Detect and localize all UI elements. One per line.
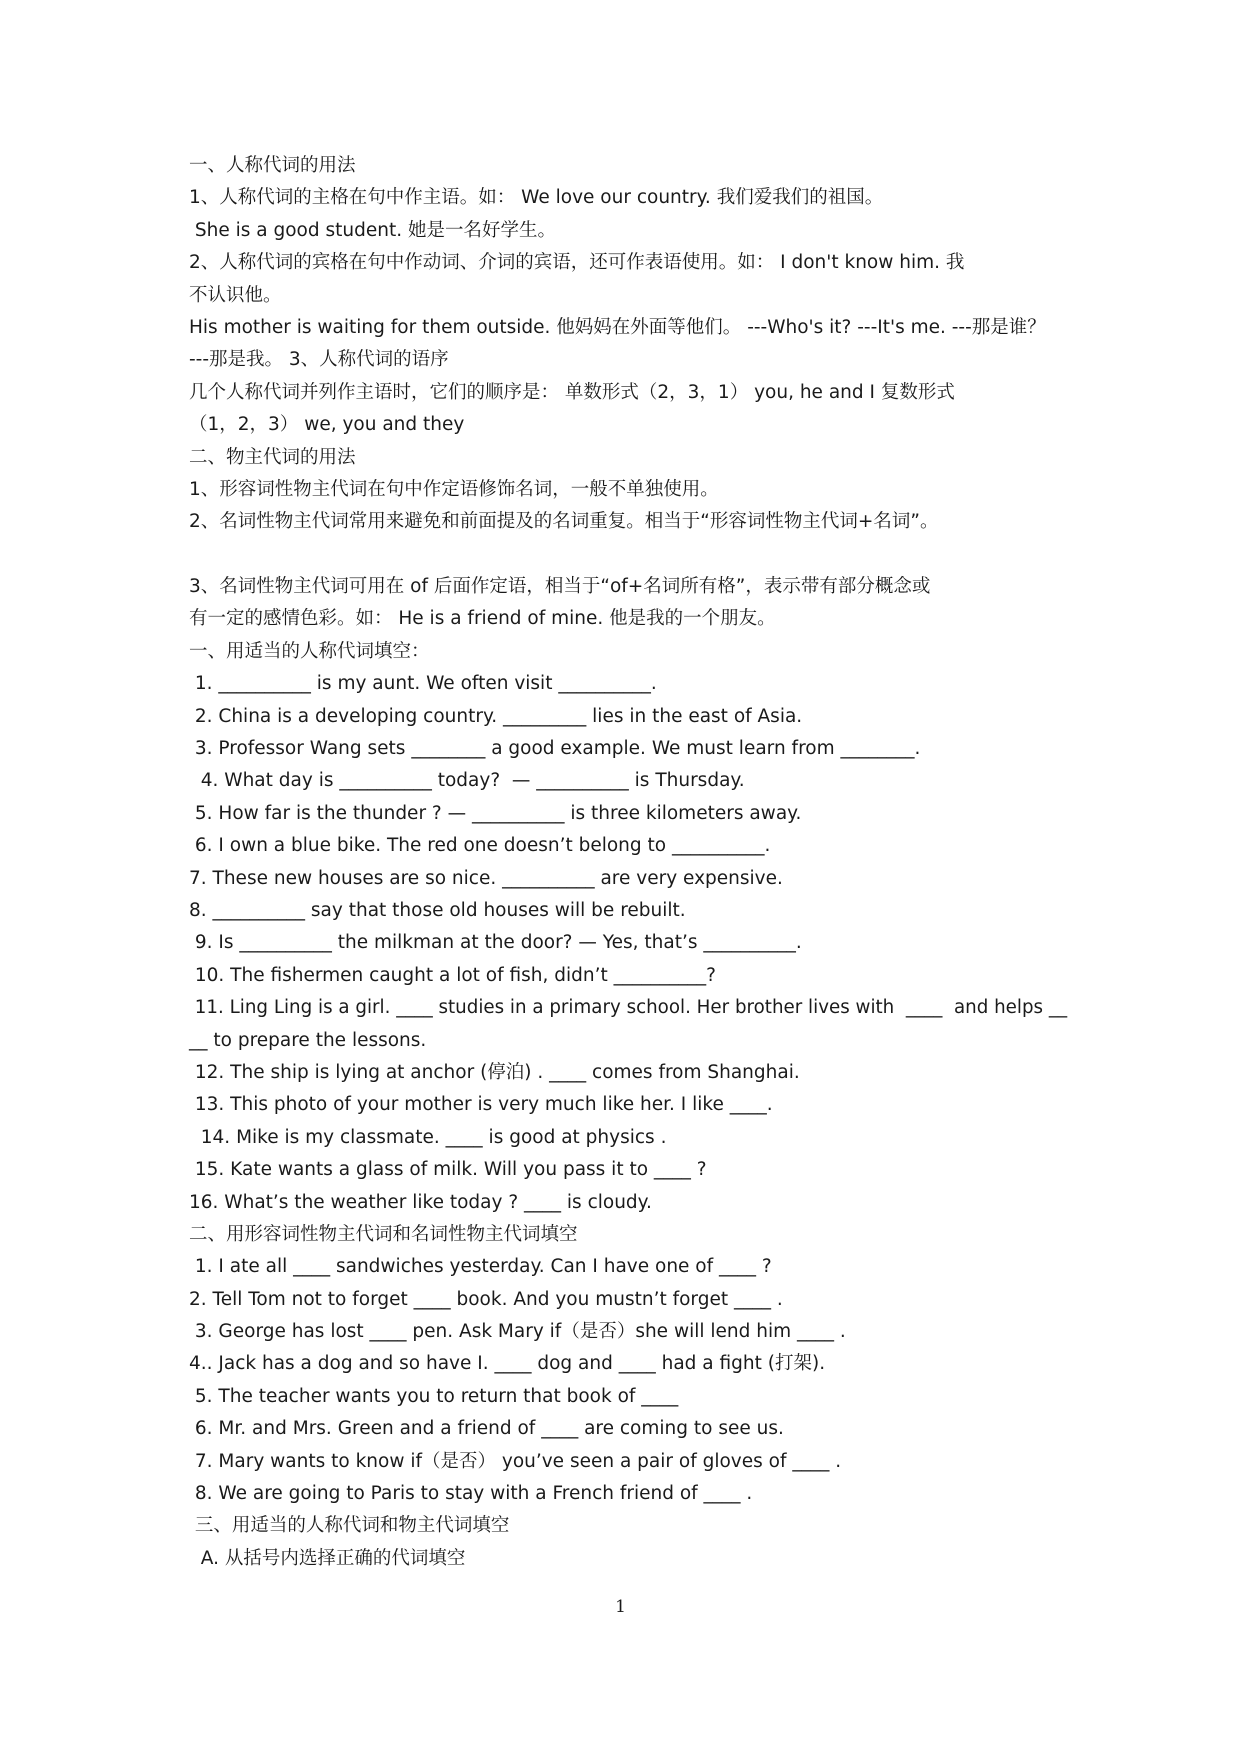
exercise-item: 10. The fishermen caught a lot of fish, didn’t __________? [189,964,716,986]
exercise-item: 13. This photo of your mother is very much like her. I like ____. [189,1094,773,1116]
text-line: 几个人称代词并列作主语时，它们的顺序是： 单数形式（2，3，1） you, he and I 复数形式 [189,381,955,403]
text-line: 2、人称代词的宾格在句中作动词、介词的宾语，还可作表语使用。如： I don't know him. 我 [189,252,965,274]
exercise-item: 8. We are going to Paris to stay with a French friend of ____ . [189,1483,753,1505]
text-line: 1、人称代词的主格在句中作主语。如： We love our country. 我们爱我们的祖国。 [189,187,884,209]
section-heading: 二、物主代词的用法 [189,446,356,468]
text-line: 3、名词性物主代词可用在 of 后面作定语，相当于“of+名词所有格”，表示带有部分概念或 [189,576,931,598]
blank-line [189,539,1069,571]
exercise-item: 16. What’s the weather like today ? ____ is cloudy. [189,1191,652,1213]
exercise-item: 7. These new houses are so nice. __________ are very expensive. [189,867,783,889]
page-number: 1 [615,1597,626,1617]
text-line: 2、名词性物主代词常用来避免和前面提及的名词重复。相当于“形容词性物主代词+名词”。 [189,511,939,533]
exercise-item: 1. I ate all ____ sandwiches yesterday. Can I have one of ____ ? [189,1256,772,1278]
document-body [189,150,1069,1575]
exercise-item: __ to prepare the lessons. [189,1029,427,1051]
exercise-item: 14. Mike is my classmate. ____ is good at physics . [189,1126,667,1148]
text-line: His mother is waiting for them outside. 他妈妈在外面等他们。 ---Who's it? ---It's me. ---那是谁？ [189,316,1046,338]
exercise-item: 9. Is __________ the milkman at the door? — Yes, that’s __________. [189,932,802,954]
exercise-heading: 二、用形容词性物主代词和名词性物主代词填空 [189,1223,578,1245]
exercise-item: 4. What day is __________ today? — __________ is Thursday. [189,770,745,792]
text-line: 有一定的感情色彩。如： He is a friend of mine. 他是我的一个朋友。 [189,608,776,630]
exercise-item: 15. Kate wants a glass of milk. Will you pass it to ____ ? [189,1159,707,1181]
exercise-item: 6. Mr. and Mrs. Green and a friend of ____ are coming to see us. [189,1418,784,1440]
exercise-item: 3. George has lost ____ pen. Ask Mary if（是否）she will lend him ____ . [189,1321,846,1343]
exercise-item: 6. I own a blue bike. The red one doesn’t belong to __________. [189,835,771,857]
text-line: ---那是我。 3、人称代词的语序 [189,349,449,371]
text-line: （1，2，3） we, you and they [189,414,465,436]
exercise-heading: 一、用适当的人称代词填空： [189,640,430,662]
exercise-item: 7. Mary wants to know if（是否） you’ve seen a pair of gloves of ____ . [189,1450,842,1472]
text-line: She is a good student. 她是一名好学生。 [189,219,556,241]
exercise-heading: 三、用适当的人称代词和物主代词填空 [189,1515,510,1537]
exercise-item: 5. The teacher wants you to return that book of ____ [189,1385,679,1407]
exercise-item: 4.. Jack has a dog and so have I. ____ dog and ____ had a fight (打架). [189,1353,826,1375]
exercise-item: 3. Professor Wang sets ________ a good example. We must learn from ________. [189,738,921,760]
exercise-item: 2. China is a developing country. _________ lies in the east of Asia. [189,705,803,727]
exercise-item: 2. Tell Tom not to forget ____ book. And you mustn’t forget ____ . [189,1288,783,1310]
exercise-item: 11. Ling Ling is a girl. ____ studies in a primary school. Her brother lives with ____ and helps __ [189,997,1068,1019]
text-line: 不认识他。 [189,284,282,306]
text-line: 1、形容词性物主代词在句中作定语修饰名词，一般不单独使用。 [189,478,719,500]
exercise-subheading: A. 从括号内选择正确的代词填空 [189,1547,466,1569]
exercise-item: 5. How far is the thunder ? — __________ is three kilometers away. [189,802,802,824]
exercise-item: 12. The ship is lying at anchor (停泊) . ____ comes from Shanghai. [189,1061,800,1083]
exercise-item: 8. __________ say that those old houses will be rebuilt. [189,899,686,921]
exercise-item: 1. __________ is my aunt. We often visit __________. [189,673,657,695]
section-heading: 一、人称代词的用法 [189,155,356,176]
